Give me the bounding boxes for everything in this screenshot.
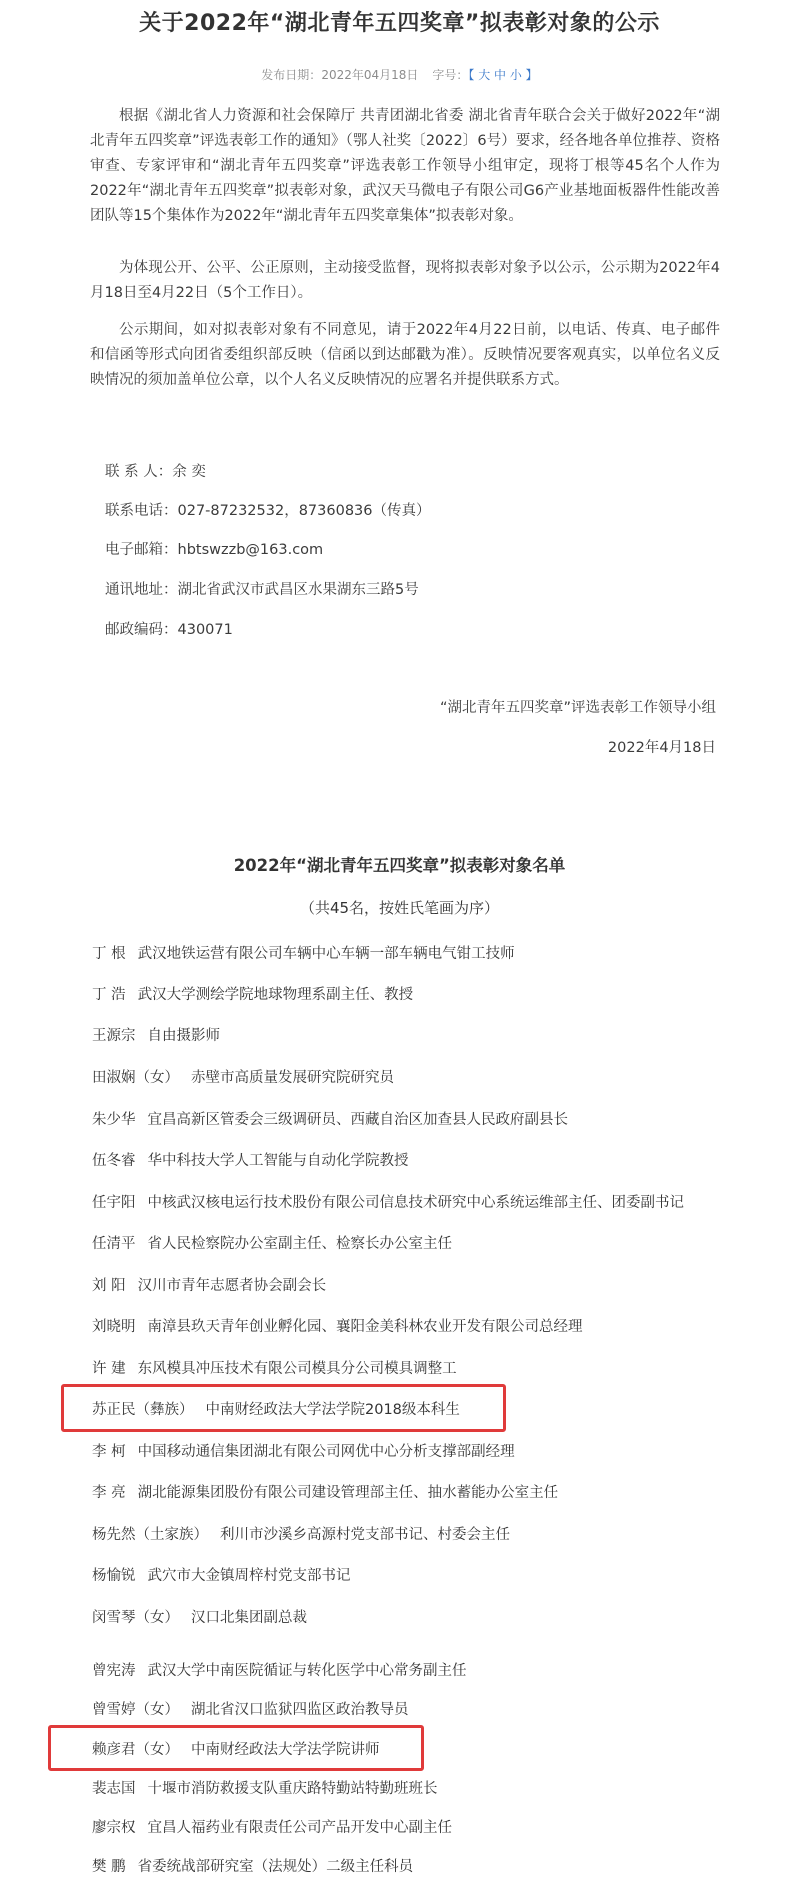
list-subtitle: （共45名，按姓氏笔画为序） [299,899,500,917]
person-desc: 宜昌高新区管委会三级调研员、西藏自治区加查县人民政府副县长 [147,1112,568,1128]
person-name: 杨先然（土家族） [92,1527,208,1543]
person-desc: 汉川市青年志愿者协会副会长 [137,1278,327,1294]
person-name: 丁 浩 [92,987,126,1003]
list-item [92,1698,409,1719]
person-desc: 利川市沙溪乡高源村党支部书记、村委会主任 [220,1527,510,1543]
person-name: 任清平 [92,1236,136,1252]
person-name: 杨愉锐 [92,1568,136,1584]
person-name: 刘晓明 [92,1319,136,1335]
highlight-box [48,1725,424,1771]
person-name: 赖彦君（女） [92,1742,179,1758]
person-name: 刘 阳 [92,1278,126,1294]
list-title: 2022年“湖北青年五四奖章”拟表彰对象名单 [233,856,566,875]
publish-meta [0,66,799,83]
person-desc: 宜昌人福药业有限责任公司产品开发中心副主任 [147,1820,452,1836]
list-item [92,1659,467,1680]
list-item [92,1149,409,1170]
person-desc: 武汉大学测绘学院地球物理系副主任、教授 [137,987,414,1003]
contact-email: 电子邮箱：hbtswzzb@163.com [105,542,324,558]
person-desc: 赤壁市高质量发展研究院研究员 [191,1070,394,1086]
font-size-label: 字号： [432,68,469,82]
publish-date-label: 发布日期： [261,68,322,82]
person-name: 李 柯 [92,1444,126,1460]
notice-title: 关于2022年“湖北青年五四奖章”拟表彰对象的公示 [139,11,660,36]
person-name: 闵雪琴（女） [92,1610,179,1626]
list-item [92,1523,510,1544]
contact-address: 通讯地址：湖北省武汉市武昌区水果湖东三路5号 [105,582,419,598]
list-item [92,1191,684,1212]
person-name: 苏正民（彝族） [92,1402,194,1418]
person-name: 任宇阳 [92,1195,136,1211]
person-desc: 武穴市大金镇周梓村党支部书记 [147,1568,351,1584]
list-item [92,1777,438,1798]
person-name: 李 亮 [92,1485,126,1501]
person-name: 廖宗权 [92,1820,136,1836]
contact-phone: 联系电话：027-87232532，87360836（传真） [105,503,431,519]
person-name: 丁 根 [92,946,126,962]
signature-org: “湖北青年五四奖章”评选表彰工作领导小组 [439,700,716,716]
list-item [92,1108,568,1129]
person-desc: 湖北省汉口监狱四监区政治教导员 [191,1702,409,1718]
person-name: 裴志国 [92,1781,136,1797]
list-item [92,1315,583,1336]
signature-date: 2022年4月18日 [607,740,716,756]
person-desc: 中南财经政法大学法学院2018级本科生 [205,1402,460,1418]
list-item [92,1024,220,1045]
list-item [92,1816,452,1837]
person-name: 樊 鹏 [92,1859,126,1875]
list-item [92,1357,457,1378]
list-item [92,1481,558,1502]
paragraph-feedback: 公示期间，如对拟表彰对象有不同意见，请于2022年4月22日前，以电话、传真、电子邮件和信函等形式向团省委组织部反映（信函以到达邮戳为准）。反映情况要客观真实，以单位名义反映情况的须加盖单位公章，以个人名义反映情况的应署名并提供联系方式。 [90,322,720,388]
person-name: 伍冬睿 [92,1153,136,1169]
publish-date: 2022年04月18日 [321,68,419,82]
person-desc: 武汉大学中南医院循证与转化医学中心常务副主任 [147,1663,467,1679]
list-item [92,1606,307,1627]
person-desc: 省委统战部研究室（法规处）二级主任科员 [137,1859,414,1875]
list-item [92,1066,394,1087]
person-desc: 中核武汉核电运行技术股份有限公司信息技术研究中心系统运维部主任、团委副书记 [147,1195,684,1211]
person-desc: 省人民检察院办公室副主任、检察长办公室主任 [147,1236,452,1252]
font-size-selector[interactable]: 【 大 中 小 】 [468,68,538,82]
person-name: 朱少华 [92,1112,136,1128]
list-item [92,1232,452,1253]
person-desc: 中国移动通信集团湖北有限公司网优中心分析支撑部副经理 [137,1444,515,1460]
person-name: 许 建 [92,1361,126,1377]
person-desc: 自由摄影师 [147,1028,220,1044]
highlight-box [61,1384,506,1432]
contact-postcode: 邮政编码：430071 [105,622,233,638]
person-desc: 武汉地铁运营有限公司车辆中心车辆一部车辆电气钳工技师 [137,946,515,962]
list-item [92,1564,351,1585]
list-item [92,983,413,1004]
person-desc: 十堰市消防救援支队重庆路特勤站特勤班班长 [147,1781,438,1797]
person-desc: 南漳县玖天青年创业孵化园、襄阳金美科林农业开发有限公司总经理 [147,1319,583,1335]
person-desc: 湖北能源集团股份有限公司建设管理部主任、抽水蓄能办公室主任 [137,1485,559,1501]
person-desc: 汉口北集团副总裁 [191,1610,307,1626]
person-name: 田淑娴（女） [92,1070,179,1086]
list-item [92,1855,413,1876]
paragraph-period: 为体现公开、公平、公正原则，主动接受监督，现将拟表彰对象予以公示，公示期为2022年4月18日至4月22日（5个工作日）。 [90,260,720,301]
list-item [92,1440,515,1461]
paragraph-intro: 根据《湖北省人力资源和社会保障厅 共青团湖北省委 湖北省青年联合会关于做好2022年“湖北青年五四奖章”评选表彰工作的通知》（鄂人社奖〔2022〕6号）要求，经各地各单位推荐、资格审查、专家评审和“湖北青年五四奖章”评选表彰工作领导小组审定，现将丁根等45名个人作为2022年“湖北青年五四奖章”拟表彰对象，武汉天马微电子有限公司G6产业基地面板器件性能改善团队等15个集体作为2022年“湖北青年五四奖章集体”拟表彰对象。 [90,108,720,224]
list-item [92,942,515,963]
list-item [92,1274,326,1295]
person-desc: 东风模具冲压技术有限公司模具分公司模具调整工 [137,1361,457,1377]
contact-person: 联 系 人：余 奕 [105,464,206,480]
person-name: 曾宪涛 [92,1663,136,1679]
person-name: 王源宗 [92,1028,136,1044]
person-name: 曾雪婷（女） [92,1702,179,1718]
person-desc: 中南财经政法大学法学院讲师 [191,1742,380,1758]
person-desc: 华中科技大学人工智能与自动化学院教授 [147,1153,409,1169]
